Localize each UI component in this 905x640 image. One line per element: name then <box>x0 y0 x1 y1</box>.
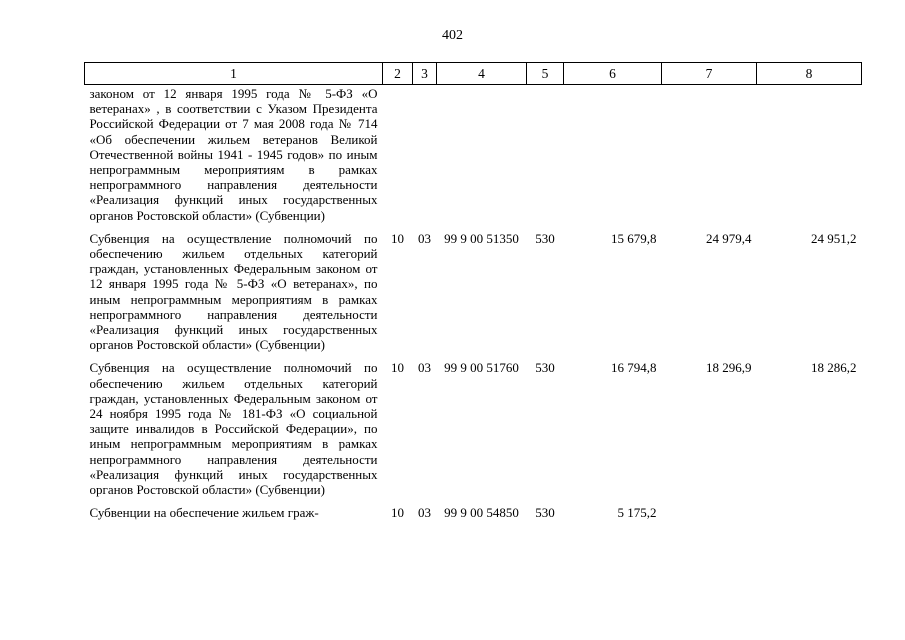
row-subsection: 03 <box>418 230 431 246</box>
row-amount-year-3: 18 286,2 <box>811 360 857 376</box>
row-amount-year-3 <box>757 85 862 231</box>
row-amount-year-1: 15 679,8 <box>611 230 657 246</box>
row-amount-year-3 <box>757 505 862 528</box>
header-col-1: 1 <box>85 63 383 85</box>
row-target-article <box>437 85 527 231</box>
header-col-7: 7 <box>662 63 757 85</box>
header-col-5: 5 <box>527 63 564 85</box>
header-col-6: 6 <box>564 63 662 85</box>
row-subsection: 03 <box>418 505 431 521</box>
row-expense-type: 530 <box>535 230 555 246</box>
row-amount-year-3: 24 951,2 <box>811 230 857 246</box>
row-description: Субвенции на обеспечение жильем граж- <box>89 505 319 521</box>
row-expense-type: 530 <box>535 360 555 376</box>
row-subsection <box>413 85 437 231</box>
row-amount-year-2 <box>662 505 757 528</box>
row-amount-year-2: 18 296,9 <box>706 360 752 376</box>
budget-table <box>84 62 862 528</box>
row-amount-year-1: 16 794,8 <box>611 360 657 376</box>
row-description: Субвенция на осуществление полномочий по обеспечению жильем отдельных категорий граждан, установленных Федеральным законом от 12 января 1995 года № 5-ФЗ «О ветеранах», по иным непрограммным мероприятиям в рамках непрограммного направления деятельности «Реализация функций иных государственных органов Ростовской области» (Субвенции) <box>89 230 378 353</box>
row-amount-year-2: 24 979,4 <box>706 230 752 246</box>
row-description: Субвенция на осуществление полномочий по обеспечению жильем отдельных категорий граждан, установленных Федеральным законом от 24 ноября 1995 года № 181-ФЗ «О социальной защите инвалидов в Российской Федерации», по иным непрограммным мероприятиям в рамках непрограммного направления деятельности «Реализация функций иных государственных органов Ростовской области» (Субвенции) <box>89 360 378 498</box>
page-number: 402 <box>442 28 463 43</box>
row-target-article: 99 9 00 54850 <box>444 505 519 521</box>
header-col-2: 2 <box>383 63 413 85</box>
table-row <box>85 360 862 505</box>
row-section <box>383 85 413 231</box>
row-target-article: 99 9 00 51350 <box>444 230 519 246</box>
row-section: 10 <box>391 505 404 521</box>
row-section: 10 <box>391 360 404 376</box>
header-row <box>85 63 862 85</box>
header-col-4: 4 <box>437 63 527 85</box>
table-row <box>85 231 862 361</box>
row-amount-year-1: 5 175,2 <box>617 505 657 521</box>
row-expense-type <box>527 85 564 231</box>
row-description: законом от 12 января 1995 года № 5-ФЗ «О ветеранах» , в соответствии с Указом Президента Российской Федерации от 7 мая 2008 года № 714 «Об обеспечении жильем ветеранов Великой Отечественной войны 1941 - 1945 годов» по иным непрограммным мероприятиям в рамках непрограммного направления деятельности «Реализация функций иных государственных органов Ростовской области» (Субвенции) <box>89 86 378 223</box>
row-section: 10 <box>391 230 404 246</box>
table-row <box>85 505 862 528</box>
row-amount-year-2 <box>662 85 757 231</box>
table-row <box>85 85 862 231</box>
row-subsection: 03 <box>418 360 431 376</box>
row-target-article: 99 9 00 51760 <box>444 360 519 376</box>
header-col-3: 3 <box>413 63 437 85</box>
header-col-8: 8 <box>757 63 862 85</box>
row-expense-type: 530 <box>535 505 555 521</box>
row-amount-year-1 <box>564 85 662 231</box>
